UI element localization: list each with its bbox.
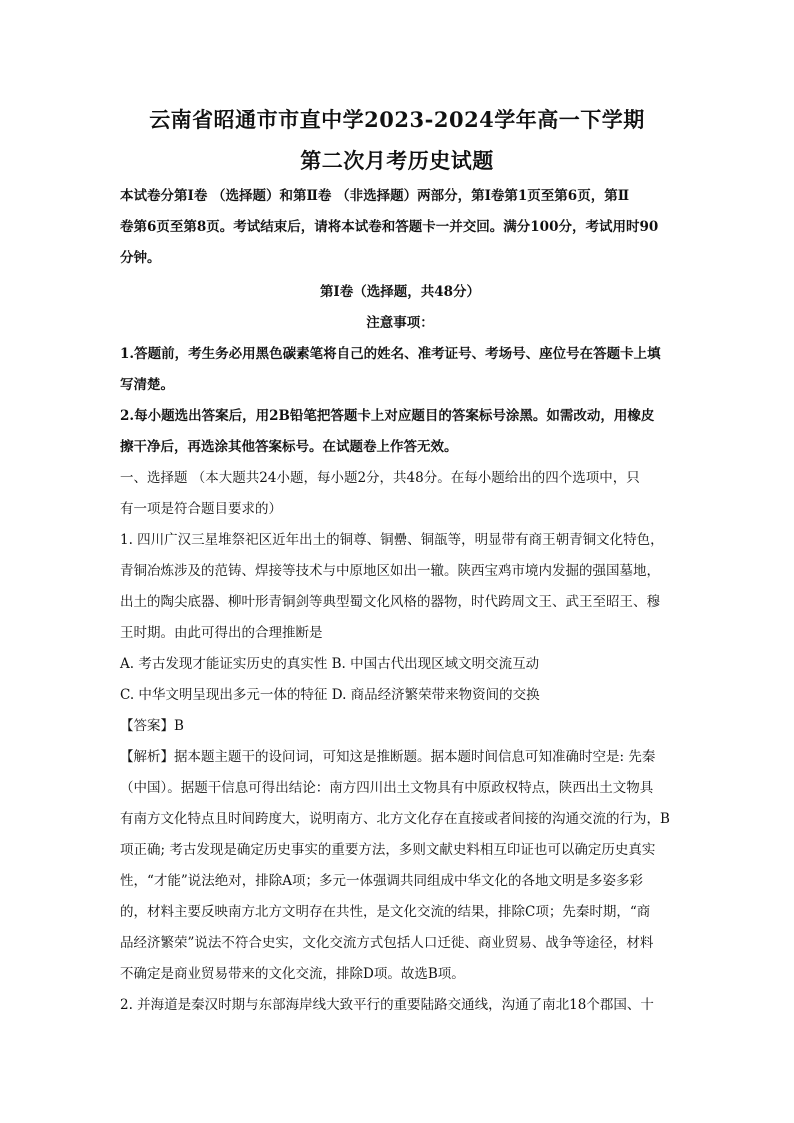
option-c: C. 中华文明呈现出多元一体的特征 [120, 687, 328, 703]
analysis-line: 的，材料主要反映南方北方文明存在共性，是文化交流的结果，排除C项；先秦时期，“商 [120, 904, 651, 920]
analysis-line: 【解析】据本题主题干的设问词，可知这是推断题。据本题时间信息可知准确时空是: 先秦 [120, 749, 656, 765]
analysis-line: （中国）。据题干信息可得出结论：南方四川出土文物具有中原政权特点，陕西出土文物具 [120, 780, 654, 796]
analysis-paragraph [120, 742, 680, 990]
analysis-line: 性，“才能”说法绝对，排除A项；多元一体强调共同组成中华文化的各地文明是多姿多彩 [120, 873, 644, 889]
option-a: A. 考古发现才能证实历史的真实性 [120, 656, 328, 672]
intro-line: 卷第6页至第8页。考试结束后，请将本试卷和答题卡一并交回。满分100分，考试用时90 [120, 219, 659, 235]
notice-heading: 注意事项： [366, 315, 434, 331]
question-line: 青铜冶炼涉及的范铸、焊接等技术与中原地区如出一辙。陕西宝鸡市境内发掘的强国墓地， [120, 563, 660, 579]
answer-line: 【答案】B [120, 718, 184, 734]
intro-line: 本试卷分第Ⅰ卷 （选择题）和第Ⅱ卷 （非选择题）两部分，第Ⅰ卷第1页至第6页，第Ⅱ [120, 188, 630, 204]
section-heading: 第Ⅰ卷（选择题，共48分） [319, 284, 481, 300]
instruction-line: 一、选择题 （本大题共24小题，每小题2分，共48分。在每小题给出的四个选项中，只 [120, 470, 640, 486]
question-1-options-row-2 [120, 680, 680, 711]
notice-item-1 [120, 339, 680, 401]
intro-line: 分钟。 [120, 250, 161, 266]
page-subtitle: 第二次月考历史试题 [300, 148, 494, 173]
analysis-line: 品经济繁荣”说法不符合史实，文化交流方式包括人口迁徙、商业贸易、战争等途径，材料 [120, 935, 654, 951]
part-one-instructions [120, 463, 680, 525]
notice-line: 1.答题前，考生务必用黑色碳素笔将自己的姓名、准考证号、考场号、座位号在答题卡上填 [120, 346, 661, 362]
option-d: D. 商品经济繁荣带来物资间的交换 [331, 687, 540, 703]
intro-paragraph [120, 181, 680, 274]
question-line: 出土的陶尖底器、柳叶形青铜剑等典型蜀文化风格的器物，时代跨周文王、武王至昭王、穆 [120, 594, 660, 610]
analysis-line: 项正确; 考古发现是确定历史事实的重要方法，多则文献史料相互印证也可以确定历史真实 [120, 842, 656, 858]
analysis-line: 有南方文化特点且时间跨度大，说明南方、北方文化存在直接或者间接的沟通交流的行为，B [120, 811, 670, 827]
question-1 [120, 525, 680, 649]
option-b: B. 中国古代出现区域文明交流互动 [331, 656, 540, 672]
question-line: 王时期。由此可得出的合理推断是 [120, 625, 323, 641]
notice-line: 擦干净后，再选涂其他答案标号。在试题卷上作答无效。 [120, 439, 458, 455]
notice-item-2 [120, 401, 680, 463]
question-line: 1. 四川广汉三星堆祭祀区近年出土的铜尊、铜罍、铜瓿等，明显带有商王朝青铜文化特色， [120, 532, 664, 548]
question-1-options-row-1 [120, 649, 680, 680]
analysis-line: 不确定是商业贸易带来的文化交流，排除D项。故选B项。 [120, 966, 465, 982]
notice-line: 2.每小题选出答案后，用2B铅笔把答题卡上对应题目的答案标号涂黑。如需改动，用橡皮 [120, 408, 655, 424]
page-title: 云南省昭通市市直中学2023-2024学年高一下学期 [149, 107, 645, 132]
question-2 [120, 990, 680, 1021]
notice-line: 写清楚。 [120, 377, 174, 393]
question-line: 2. 并海道是秦汉时期与东部海岸线大致平行的重要陆路交通线，沟通了南北18个郡国、十 [120, 997, 654, 1013]
instruction-line: 有一项是符合题目要求的） [120, 501, 282, 517]
